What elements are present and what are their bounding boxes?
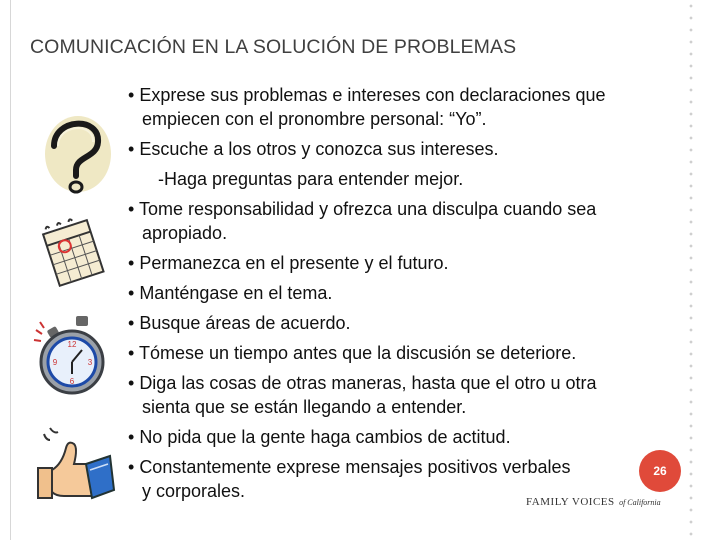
bullet-10: • Constantemente exprese mensajes positivos verbales	[128, 456, 571, 478]
bullet-10-continuation: y corporales.	[142, 481, 246, 501]
bullet-8-continuation: sienta que se están llegando a entender.	[142, 397, 467, 417]
bullet-9: • No pida que la gente haga cambios de actitud.	[128, 426, 511, 448]
svg-text:3: 3	[87, 358, 93, 367]
logo-main-text: FAMILY VOICES	[526, 496, 615, 508]
svg-text:6: 6	[69, 377, 75, 386]
bullet-4: • Permanezca en el presente y el futuro.	[128, 252, 449, 274]
right-edge-dots	[685, 0, 697, 540]
thumbs-up-icon	[30, 424, 116, 504]
bullet-1-continuation: empiecen con el pronombre personal: “Yo”.	[142, 109, 487, 129]
svg-text:9: 9	[52, 358, 58, 367]
left-edge-line	[10, 0, 11, 540]
bullet-2: • Escuche a los otros y conozca sus intereses.	[128, 138, 499, 160]
bullet-1: • Exprese sus problemas e intereses con declaraciones que	[128, 84, 606, 106]
bullet-2-subitem: -Haga preguntas para entender mejor.	[158, 169, 464, 189]
bullet-5: • Manténgase en el tema.	[128, 282, 332, 304]
logo-sub-text: of California	[619, 498, 661, 507]
slide-title: COMUNICACIÓN EN LA SOLUCIÓN DE PROBLEMAS	[30, 36, 517, 58]
calendar-icon	[40, 216, 106, 288]
svg-text:12: 12	[67, 340, 77, 349]
stopwatch-icon	[32, 312, 108, 396]
bullet-3: • Tome responsabilidad y ofrezca una disculpa cuando sea	[128, 198, 596, 220]
bullet-7: • Tómese un tiempo antes que la discusión se deteriore.	[128, 342, 576, 364]
page-number-badge: 26	[639, 450, 681, 492]
family-voices-logo	[526, 492, 661, 508]
bullet-3-continuation: apropiado.	[142, 223, 228, 243]
question-mark-icon	[36, 110, 112, 194]
bullet-8: • Diga las cosas de otras maneras, hasta que el otro u otra	[128, 372, 597, 394]
bullet-6: • Busque áreas de acuerdo.	[128, 312, 350, 334]
